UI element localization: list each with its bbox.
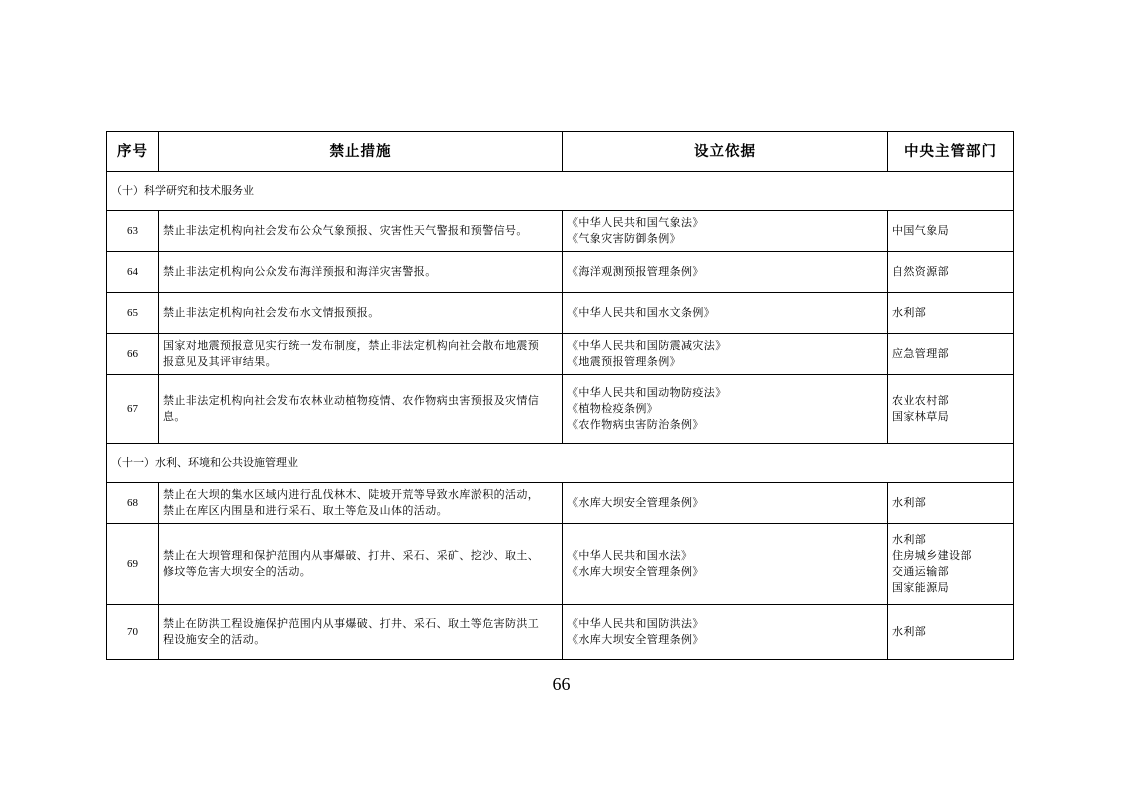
measure-line: 国家对地震预报意见实行统一发布制度，禁止非法定机构向社会散布地震预 (163, 339, 540, 352)
department-cell (888, 605, 1014, 660)
row-number: 69 (107, 524, 159, 605)
measure-cell (159, 375, 563, 444)
measure-line: 程设施安全的活动。 (163, 633, 266, 646)
section-title: （十）科学研究和技术服务业 (107, 172, 1014, 211)
basis-line: 《中华人民共和国水法》 (567, 549, 693, 562)
row-number: 63 (107, 211, 159, 252)
measure-line: 报意见及其评审结果。 (163, 355, 277, 368)
basis-line: 《地震预报管理条例》 (567, 355, 681, 368)
basis-line: 《中华人民共和国防洪法》 (567, 617, 704, 630)
measure-line: 禁止非法定机构向社会发布水文情报预报。 (163, 306, 380, 319)
header-serial: 序号 (107, 132, 159, 172)
measure-cell (159, 483, 563, 524)
department-line: 住房城乡建设部 (892, 549, 972, 562)
header-basis: 设立依据 (563, 132, 888, 172)
measure-line: 禁止在防洪工程设施保护范围内从事爆破、打井、采石、取土等危害防洪工 (163, 617, 540, 630)
basis-cell (563, 252, 888, 293)
department-line: 水利部 (892, 306, 927, 319)
department-cell (888, 334, 1014, 375)
basis-cell (563, 483, 888, 524)
measure-line: 禁止在大坝的集水区域内进行乱伐林木、陡坡开荒等导致水库淤积的活动， (163, 488, 540, 501)
department-cell (888, 252, 1014, 293)
department-cell (888, 293, 1014, 334)
department-line: 水利部 (892, 625, 927, 638)
department-line: 国家林草局 (892, 410, 949, 423)
measure-line: 禁止非法定机构向公众发布海洋预报和海洋灾害警报。 (163, 265, 437, 278)
department-cell (888, 483, 1014, 524)
measure-cell (159, 334, 563, 375)
measure-cell (159, 252, 563, 293)
basis-line: 《中华人民共和国水文条例》 (567, 306, 716, 319)
basis-cell (563, 375, 888, 444)
measure-line: 禁止非法定机构向社会发布公众气象预报、灾害性天气警报和预警信号。 (163, 224, 528, 237)
row-number: 65 (107, 293, 159, 334)
measure-cell (159, 293, 563, 334)
department-line: 水利部 (892, 496, 927, 509)
basis-line: 《水库大坝安全管理条例》 (567, 496, 704, 509)
measure-line: 息。 (163, 410, 186, 423)
section-row (107, 172, 1014, 211)
department-line: 水利部 (892, 533, 927, 546)
section-row (107, 444, 1014, 483)
department-line: 中国气象局 (892, 224, 949, 237)
measure-cell (159, 605, 563, 660)
department-line: 国家能源局 (892, 581, 949, 594)
measure-cell (159, 524, 563, 605)
row-number: 67 (107, 375, 159, 444)
department-cell (888, 524, 1014, 605)
department-cell (888, 211, 1014, 252)
basis-line: 《中华人民共和国气象法》 (567, 216, 704, 229)
table-row (107, 211, 1014, 252)
row-number: 66 (107, 334, 159, 375)
basis-cell (563, 524, 888, 605)
department-cell (888, 375, 1014, 444)
table-row (107, 252, 1014, 293)
table-row (107, 293, 1014, 334)
basis-line: 《中华人民共和国防震减灾法》 (567, 339, 727, 352)
section-title: （十一）水利、环境和公共设施管理业 (107, 444, 1014, 483)
measure-line: 禁止在库区内围垦和进行采石、取土等危及山体的活动。 (163, 504, 448, 517)
header-department: 中央主管部门 (888, 132, 1014, 172)
basis-cell (563, 334, 888, 375)
table-row (107, 334, 1014, 375)
basis-cell (563, 293, 888, 334)
table-row (107, 605, 1014, 660)
measure-line: 禁止非法定机构向社会发布农林业动植物疫情、农作物病虫害预报及灾情信 (163, 394, 540, 407)
department-line: 应急管理部 (892, 347, 949, 360)
row-number: 70 (107, 605, 159, 660)
department-line: 农业农村部 (892, 394, 949, 407)
basis-line: 《气象灾害防御条例》 (567, 232, 681, 245)
basis-line: 《海洋观测预报管理条例》 (567, 265, 704, 278)
page-number: 66 (552, 674, 571, 694)
header-measure: 禁止措施 (159, 132, 563, 172)
row-number: 68 (107, 483, 159, 524)
basis-line: 《农作物病虫害防治条例》 (567, 418, 704, 431)
table-row (107, 483, 1014, 524)
table-row (107, 524, 1014, 605)
row-number: 64 (107, 252, 159, 293)
basis-cell (563, 211, 888, 252)
basis-cell (563, 605, 888, 660)
measure-line: 修坟等危害大坝安全的活动。 (163, 565, 312, 578)
table-row (107, 375, 1014, 444)
measure-cell (159, 211, 563, 252)
department-line: 自然资源部 (892, 265, 949, 278)
header-row (107, 132, 1014, 172)
regulation-table (106, 131, 1014, 660)
basis-line: 《水库大坝安全管理条例》 (567, 633, 704, 646)
measure-line: 禁止在大坝管理和保护范围内从事爆破、打井、采石、采矿、挖沙、取土、 (163, 549, 540, 562)
basis-line: 《中华人民共和国动物防疫法》 (567, 386, 727, 399)
basis-line: 《植物检疫条例》 (567, 402, 659, 415)
basis-line: 《水库大坝安全管理条例》 (567, 565, 704, 578)
department-line: 交通运输部 (892, 565, 949, 578)
